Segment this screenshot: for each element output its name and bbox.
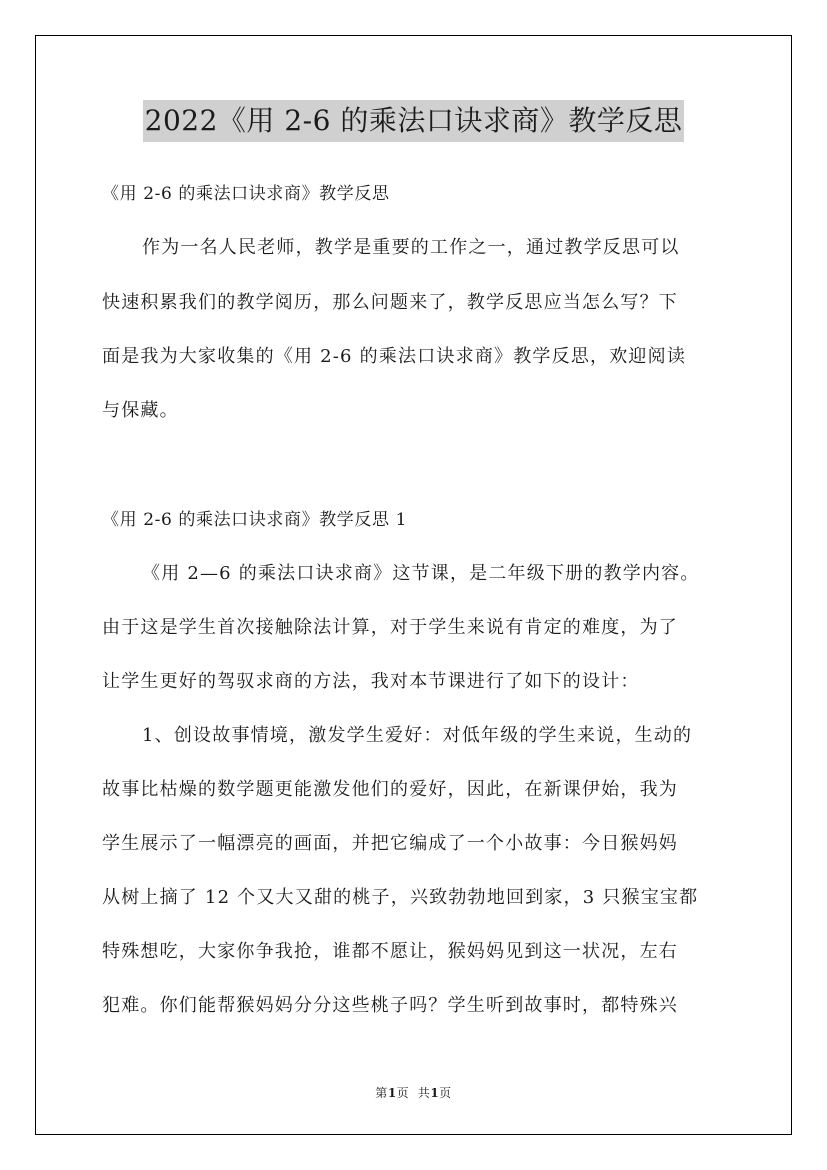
footer-total-pages: 1 xyxy=(430,1086,440,1100)
paragraph-line: 特殊想吃，大家你争我抢，谁都不愿让，猴妈妈见到这一状况，左右 xyxy=(102,941,678,962)
paragraph-line: 犯难。你们能帮猴妈妈分分这些桃子吗？学生听到故事时，都特殊兴 xyxy=(102,995,678,1016)
section-heading: 《用 2-6 的乘法口诀求商》教学反思 1 xyxy=(102,510,408,530)
intro-line: 面是我为大家收集的《用 2-6 的乘法口诀求商》教学反思，欢迎阅读 xyxy=(102,346,687,367)
document-title: 2022《用 2-6 的乘法口诀求商》教学反思 xyxy=(143,100,685,142)
paragraph-line: 1、创设故事情境，激发学生爱好：对低年级的学生来说，生动的 xyxy=(142,725,693,746)
intro-line: 与保藏。 xyxy=(102,400,179,421)
page-footer xyxy=(0,1084,827,1101)
footer-page-number: 1 xyxy=(387,1086,397,1100)
paragraph-line: 学生展示了一幅漂亮的画面，并把它编成了一个小故事：今日猴妈妈 xyxy=(102,833,678,854)
footer-mid: 页 共 xyxy=(396,1086,431,1100)
footer-suffix: 页 xyxy=(439,1086,452,1100)
paragraph-line: 从树上摘了 12 个又大又甜的桃子，兴致勃勃地回到家，3 只猴宝宝都 xyxy=(102,887,699,908)
paragraph-line: 让学生更好的驾驭求商的方法，我对本节课进行了如下的设计： xyxy=(102,671,640,692)
title-container xyxy=(0,100,827,142)
paragraph-line: 《用 2—6 的乘法口诀求商》这节课，是二年级下册的教学内容。 xyxy=(142,563,700,584)
intro-line: 作为一名人民老师，教学是重要的工作之一，通过教学反思可以 xyxy=(142,237,680,258)
intro-line: 快速积累我们的教学阅历，那么问题来了，教学反思应当怎么写？下 xyxy=(102,292,678,313)
paragraph-line: 由于这是学生首次接触除法计算，对于学生来说有肯定的难度，为了 xyxy=(102,617,678,638)
subtitle: 《用 2-6 的乘法口诀求商》教学反思 xyxy=(102,184,390,204)
footer-prefix: 第 xyxy=(375,1086,388,1100)
paragraph-line: 故事比枯燥的数学题更能激发他们的爱好，因此，在新课伊始，我为 xyxy=(102,779,678,800)
